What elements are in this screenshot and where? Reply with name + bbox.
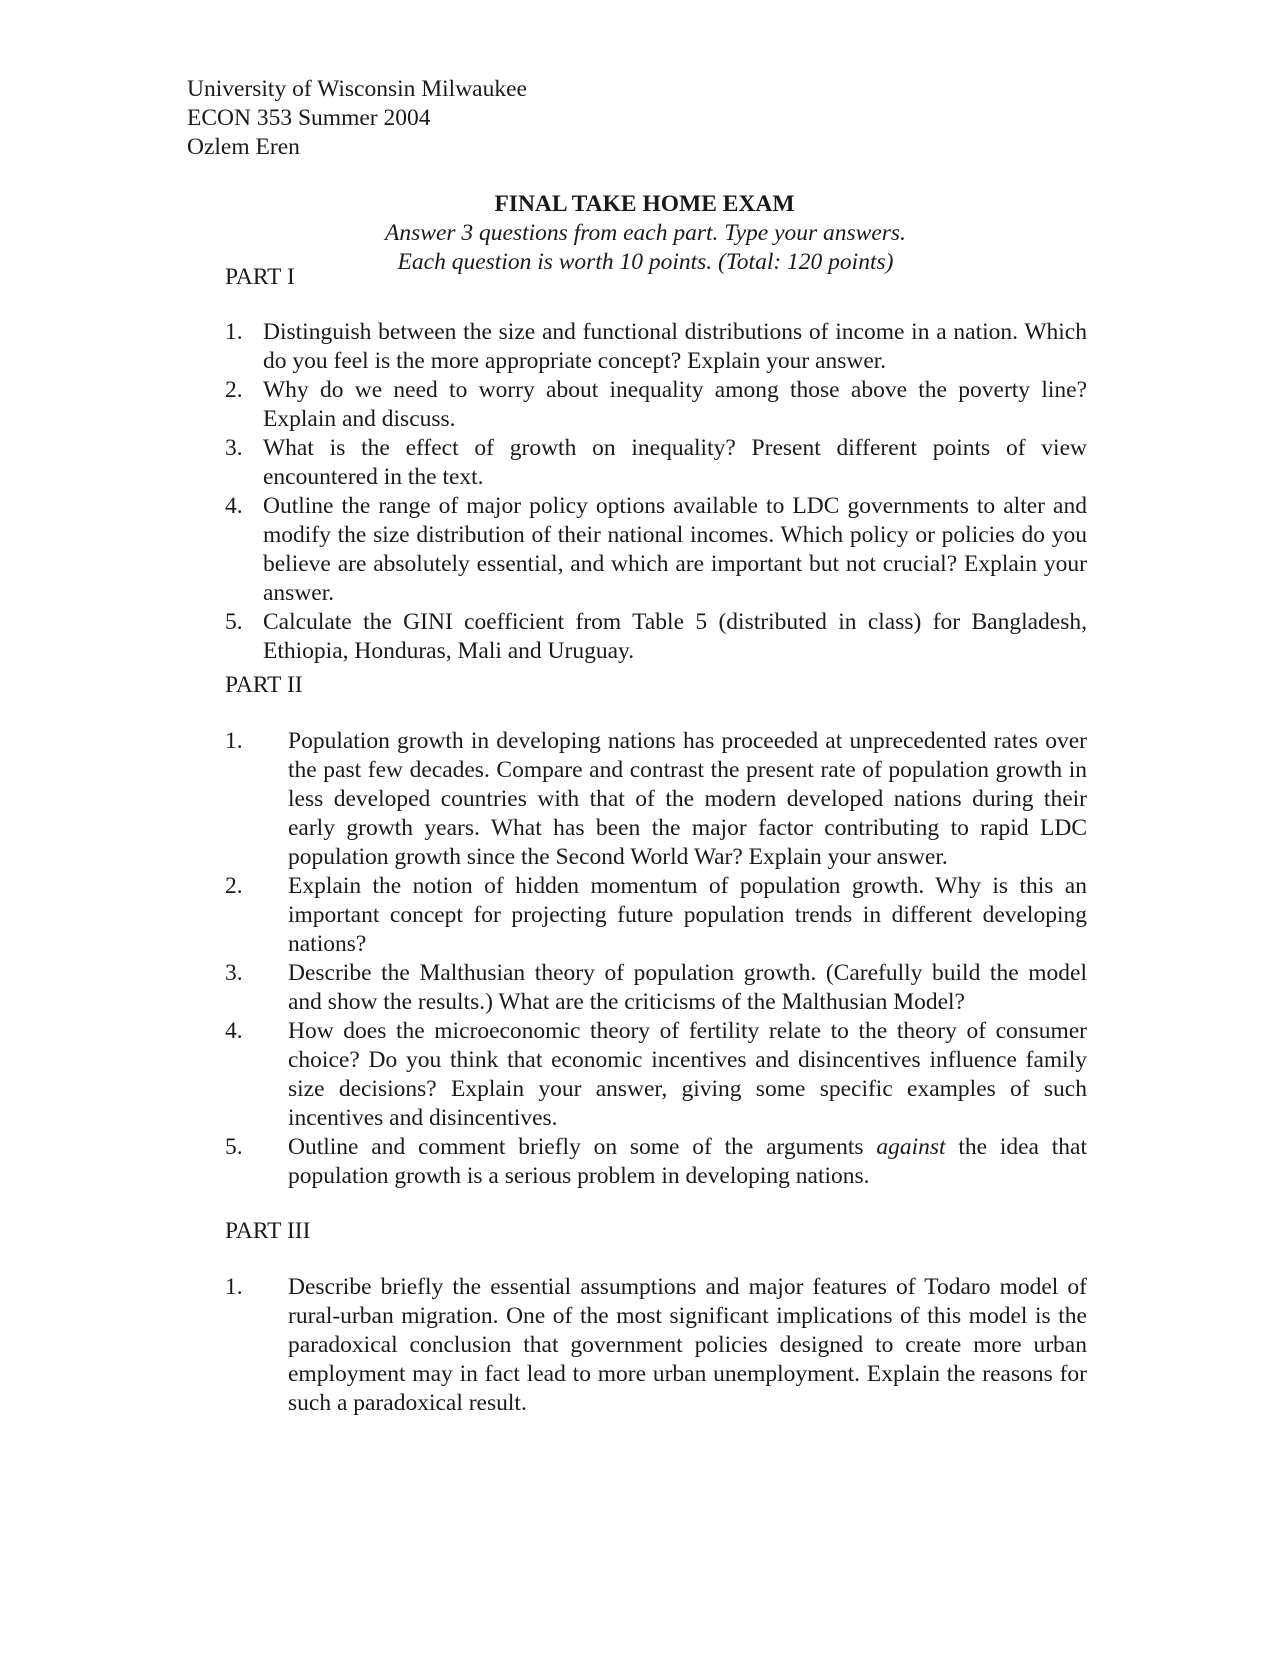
question-number: 1.	[225, 728, 243, 754]
question-item	[225, 318, 1087, 376]
question-number: 3.	[225, 435, 243, 461]
document-header	[187, 75, 527, 162]
question-item	[225, 608, 1087, 666]
question-item	[225, 1133, 1087, 1191]
question-text: Outline the range of major policy options available to LDC governments to alter and modify the size distribution of their national incomes. Which policy or policies do you believe are absolutely essential, and which are important but not crucial? Explain your answer.	[263, 493, 1087, 606]
part-2-questions	[225, 727, 1087, 1191]
part-2-heading: PART II	[225, 672, 303, 698]
course-name: ECON 353 Summer 2004	[187, 105, 431, 131]
question-text: Explain the notion of hidden momentum of population growth. Why is this an important concept for projecting future population trends in different developing nations?	[288, 873, 1087, 957]
question-text-before: Outline and comment briefly on some of the arguments	[288, 1134, 877, 1160]
question-number: 4.	[225, 1018, 243, 1044]
question-number: 1.	[225, 319, 243, 345]
question-text: Calculate the GINI coefficient from Table 5 (distributed in class) for Bangladesh, Ethiopia, Honduras, Mali and Uruguay.	[263, 609, 1087, 664]
question-number: 1.	[225, 1274, 243, 1300]
question-item	[225, 434, 1087, 492]
instruction-line-1: Answer 3 questions from each part. Type your answers.	[385, 220, 906, 246]
part-1-heading: PART I	[225, 264, 295, 290]
part-1-questions	[225, 318, 1087, 666]
question-item	[225, 492, 1087, 608]
part-3-heading: PART III	[225, 1218, 311, 1244]
question-item	[225, 727, 1087, 872]
question-text: How does the microeconomic theory of fertility relate to the theory of consumer choice? Do you think that economic incentives and disincentives influence family size decisions? Explain your answer, giving some specific examples of such incentives and disincentives.	[288, 1018, 1087, 1131]
question-text: Describe briefly the essential assumptions and major features of Todaro model of rural-urban migration. One of the most significant implications of this model is the paradoxical conclusion that government policies designed to create more urban employment may in fact lead to more urban unemployment. Explain the reasons for such a paradoxical result.	[288, 1274, 1087, 1416]
question-item	[225, 376, 1087, 434]
exam-instructions	[0, 219, 1280, 277]
emphasized-word: against	[876, 1134, 946, 1160]
question-text: Describe the Malthusian theory of population growth. (Carefully build the model and show the results.) What are the criticisms of the Malthusian Model?	[288, 960, 1087, 1015]
question-item	[225, 1273, 1087, 1418]
university-name: University of Wisconsin Milwaukee	[187, 76, 527, 102]
question-number: 4.	[225, 493, 243, 519]
question-text: Population growth in developing nations has proceeded at unprecedented rates over the past few decades. Compare and contrast the present rate of population growth in less developed countries with that of the modern developed nations during their early growth years. What has been the major factor contributing to rapid LDC population growth since the Second World War? Explain your answer.	[288, 728, 1087, 870]
question-number: 5.	[225, 1134, 243, 1160]
question-text: What is the effect of growth on inequality? Present different points of view encountered in the text.	[263, 435, 1087, 490]
question-number: 3.	[225, 960, 243, 986]
part-3-questions	[225, 1273, 1087, 1418]
exam-title: FINAL TAKE HOME EXAM	[494, 191, 795, 217]
question-text: Why do we need to worry about inequality among those above the poverty line? Explain and discuss.	[263, 377, 1087, 432]
question-number: 2.	[225, 377, 243, 403]
question-item	[225, 959, 1087, 1017]
question-text-after: the idea that population growth is a serious problem in developing nations.	[288, 1134, 1087, 1189]
instruction-line-2: Each question is worth 10 points. (Total: 120 points)	[397, 249, 894, 275]
question-item	[225, 1017, 1087, 1133]
question-item	[225, 872, 1087, 959]
instructor-name: Ozlem Eren	[187, 134, 300, 160]
question-text	[225, 1133, 1087, 1191]
question-text: Distinguish between the size and functional distributions of income in a nation. Which do you feel is the more appropriate concept? Explain your answer.	[263, 319, 1087, 374]
question-number: 2.	[225, 873, 243, 899]
question-number: 5.	[225, 609, 243, 635]
